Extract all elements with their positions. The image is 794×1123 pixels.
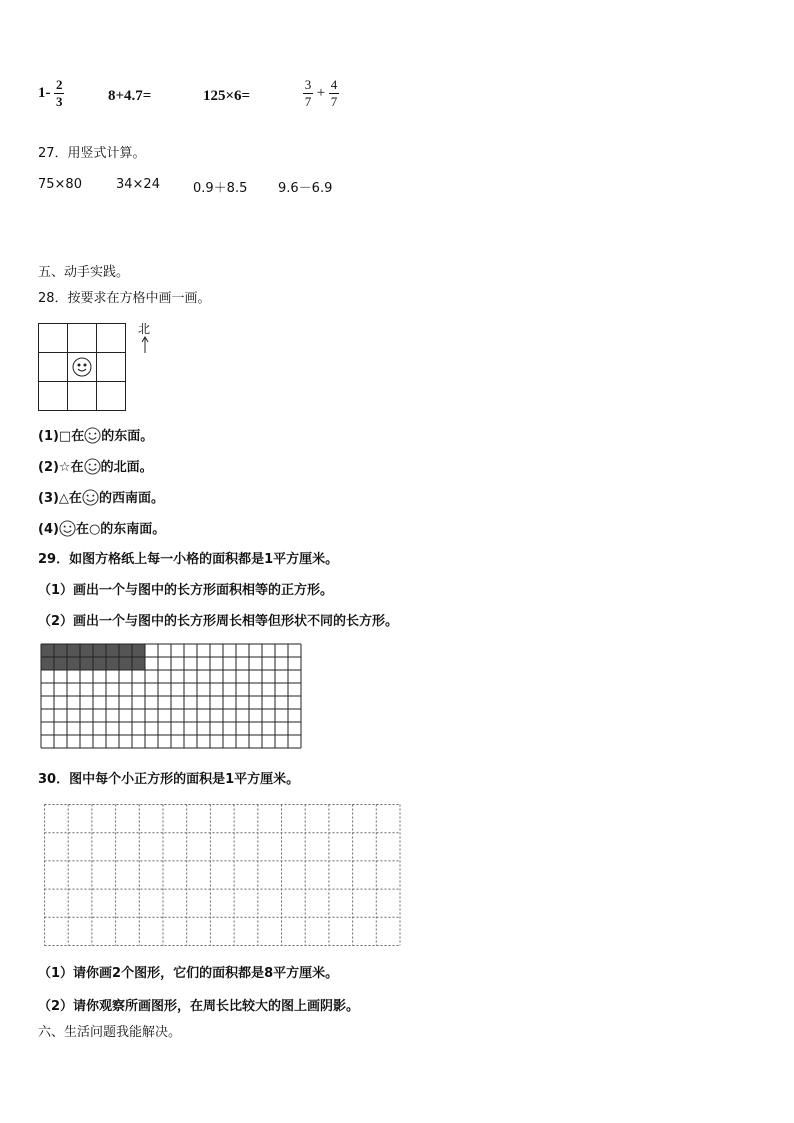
oral-calc-1 bbox=[38, 78, 64, 109]
fraction-numerator: 2 bbox=[56, 77, 63, 92]
fraction-numerator: 4 bbox=[330, 77, 338, 92]
smiley-icon bbox=[73, 358, 91, 376]
q27-item-4: 9.6－6.9 bbox=[278, 181, 333, 196]
smiley-icon bbox=[84, 427, 101, 444]
q28-title: 28．按要求在方格中画一画。 bbox=[38, 291, 211, 306]
q28-item-4-prefix: (4) bbox=[38, 522, 59, 537]
fraction-numerator: 3 bbox=[304, 77, 312, 92]
fraction-4-7 bbox=[329, 78, 339, 109]
oral-calc-2: 8+4.7= bbox=[108, 88, 152, 104]
q28-item-4-suffix: 在○的东南面。 bbox=[75, 522, 166, 537]
shaded-cell bbox=[119, 644, 132, 657]
q30-title: 30．图中每个小正方形的面积是1平方厘米。 bbox=[38, 772, 300, 787]
smiley-icon bbox=[84, 458, 101, 475]
smiley-icon bbox=[82, 489, 99, 506]
q28-item-4 bbox=[38, 520, 165, 538]
q27-item-1: 75×80 bbox=[38, 177, 82, 192]
q28-item-1-suffix: 的东面。 bbox=[101, 429, 154, 444]
shaded-cell bbox=[106, 644, 119, 657]
shaded-cell bbox=[93, 657, 106, 670]
q27-title: 27．用竖式计算。 bbox=[38, 146, 146, 161]
shaded-cell bbox=[54, 657, 67, 670]
q29-title: 29．如图方格纸上每一小格的面积都是1平方厘米。 bbox=[38, 552, 339, 567]
oral-calc-4 bbox=[303, 78, 339, 109]
oral-calc-1-op: - bbox=[45, 84, 51, 101]
plus-sign: + bbox=[316, 84, 326, 101]
fraction-denominator: 7 bbox=[330, 94, 338, 109]
oral-calc-3: 125×6= bbox=[203, 88, 251, 104]
q28-item-3-suffix: 的西南面。 bbox=[98, 491, 164, 506]
shaded-cell bbox=[132, 657, 145, 670]
shaded-cell bbox=[41, 644, 54, 657]
fraction-2-3 bbox=[54, 78, 64, 109]
q28-item-1-prefix: (1)□在 bbox=[38, 429, 85, 444]
shaded-cell bbox=[41, 657, 54, 670]
shaded-cell bbox=[119, 657, 132, 670]
q27-item-2: 34×24 bbox=[116, 177, 160, 192]
fraction-3-7 bbox=[303, 78, 313, 109]
q28-grid bbox=[38, 323, 128, 413]
oral-calc-1-whole: 1 bbox=[38, 84, 46, 101]
q29-sub1: （1）画出一个与图中的长方形面积相等的正方形。 bbox=[38, 583, 334, 598]
shaded-cell bbox=[93, 644, 106, 657]
q29-sub2: （2）画出一个与图中的长方形周长相等但形状不同的长方形。 bbox=[38, 614, 399, 629]
q30-sub2: （2）请你观察所画图形，在周长比较大的图上画阴影。 bbox=[38, 999, 360, 1014]
section6-title: 六、生活问题我能解决。 bbox=[38, 1025, 182, 1040]
fraction-denominator: 7 bbox=[304, 94, 312, 109]
fraction-denominator: 3 bbox=[56, 94, 63, 109]
shaded-cell bbox=[132, 644, 145, 657]
section5-title: 五、动手实践。 bbox=[38, 265, 130, 280]
q28-item-2 bbox=[38, 458, 153, 476]
north-label: 北 bbox=[138, 322, 151, 336]
q29-grid bbox=[40, 643, 304, 753]
q28-item-3 bbox=[38, 489, 164, 507]
q30-sub1: （1）请你画2个图形，它们的面积都是8平方厘米。 bbox=[38, 966, 339, 981]
shaded-cell bbox=[80, 657, 93, 670]
q28-item-1 bbox=[38, 427, 153, 445]
shaded-cell bbox=[67, 644, 80, 657]
shaded-cell bbox=[80, 644, 93, 657]
q28-item-2-suffix: 的北面。 bbox=[100, 460, 153, 475]
north-arrow-icon bbox=[140, 336, 150, 354]
q27-item-3: 0.9＋8.5 bbox=[193, 181, 248, 196]
shaded-cell bbox=[106, 657, 119, 670]
q30-grid bbox=[44, 804, 402, 948]
shaded-cell bbox=[67, 657, 80, 670]
smiley-icon bbox=[59, 520, 76, 537]
q28-item-3-prefix: (3)△在 bbox=[38, 491, 82, 506]
q28-item-2-prefix: (2)☆在 bbox=[38, 460, 84, 475]
shaded-cell bbox=[54, 644, 67, 657]
